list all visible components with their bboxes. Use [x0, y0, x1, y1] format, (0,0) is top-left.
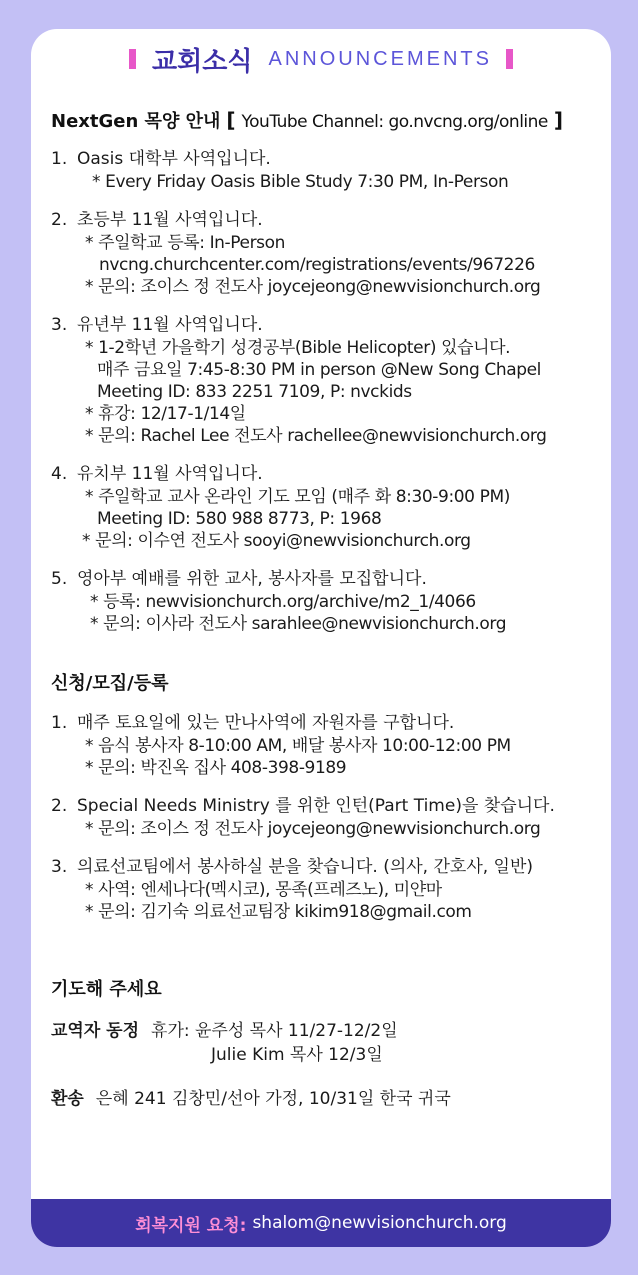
- recruit-title: 신청/모집/등록: [51, 673, 169, 694]
- item-number: 1.: [51, 149, 68, 169]
- item-line: * 문의: Rachel Lee 전도사 rachellee@newvisionchurch.org: [85, 426, 547, 446]
- nextgen-item-4: [51, 462, 601, 552]
- item-line: * 음식 봉사자 8-10:00 AM, 배달 봉사자 10:00-12:00 PM: [85, 736, 511, 756]
- nextgen-item-3: [51, 313, 601, 447]
- youtube-link[interactable]: YouTube Channel: go.nvcng.org/online: [241, 112, 548, 132]
- item-number: 3.: [51, 315, 68, 335]
- item-number: 2.: [51, 210, 68, 230]
- item-line: * 1-2학년 가을학기 성경공부(Bible Helicopter) 있습니다.: [85, 338, 511, 358]
- item-title: Special Needs Ministry 를 위한 인턴(Part Time)을 찾습니다.: [77, 796, 555, 816]
- item-line: * 문의: 조이스 정 전도사 joycejeong@newvisionchurch.org: [85, 819, 541, 839]
- nextgen-heading: NextGen 목양 안내: [51, 111, 221, 132]
- item-title: 영아부 예배를 위한 교사, 봉사자를 모집합니다.: [77, 569, 427, 589]
- item-line: * Every Friday Oasis Bible Study 7:30 PM, In-Person: [92, 172, 509, 192]
- item-line: Meeting ID: 580 988 8773, P: 1968: [97, 509, 382, 529]
- announcement-card: [31, 29, 611, 1247]
- item-line: * 문의: 이사라 전도사 sarahlee@newvisionchurch.org: [90, 614, 507, 634]
- item-line: * 등록: newvisionchurch.org/archive/m2_1/4066: [90, 592, 476, 612]
- prayer-title: 기도해 주세요: [51, 979, 162, 1000]
- left-accent-bar: [129, 49, 136, 69]
- item-number: 4.: [51, 464, 68, 484]
- prayer-section: [51, 975, 601, 1111]
- item-line: * 사역: 엔세나다(멕시코), 몽족(프레즈노), 미얀마: [85, 880, 442, 900]
- right-accent-bar: [506, 49, 513, 69]
- header: [31, 39, 611, 79]
- nextgen-item-5: [51, 567, 601, 635]
- nextgen-title: [51, 107, 601, 133]
- item-title: 유년부 11월 사역입니다.: [77, 315, 263, 335]
- nextgen-item-1: [51, 147, 601, 193]
- registration-link[interactable]: nvcng.churchcenter.com/registrations/events/967226: [99, 255, 535, 275]
- farewell: [51, 1087, 601, 1111]
- footer-label: 회복지원 요청:: [135, 1215, 247, 1236]
- item-title: 초등부 11월 사역입니다.: [77, 210, 263, 230]
- item-line: * 문의: 박진옥 집사 408-398-9189: [85, 758, 347, 778]
- footer-email[interactable]: shalom@newvisionchurch.org: [252, 1213, 507, 1233]
- content: [51, 107, 601, 1111]
- item-line: * 주일학교 등록: In-Person: [85, 233, 286, 253]
- bracket-open: [: [226, 108, 236, 132]
- item-title: 유치부 11월 사역입니다.: [77, 464, 263, 484]
- item-title: Oasis 대학부 사역입니다.: [77, 149, 271, 169]
- title-english: ANNOUNCEMENTS: [268, 47, 492, 70]
- staff-label: 교역자 동정: [51, 1021, 140, 1041]
- item-line: * 문의: 조이스 정 전도사 joycejeong@newvisionchurch.org: [85, 277, 541, 297]
- farewell-label: 환송: [51, 1089, 84, 1109]
- staff-news: [51, 1019, 601, 1067]
- recruit-item-2: [51, 794, 601, 840]
- title-korean: 교회소식: [152, 46, 253, 77]
- nextgen-section: [51, 107, 601, 635]
- recruit-item-1: [51, 711, 601, 779]
- item-number: 5.: [51, 569, 68, 589]
- item-line: Meeting ID: 833 2251 7109, P: nvckids: [97, 382, 412, 402]
- item-line: 매주 금요일 7:45-8:30 PM in person @New Song Chapel: [97, 360, 541, 380]
- item-line: * 문의: 이수연 전도사 sooyi@newvisionchurch.org: [82, 531, 471, 551]
- staff-line-1: 휴가: 윤주성 목사 11/27-12/2일: [151, 1021, 398, 1041]
- item-title: 매주 토요일에 있는 만나사역에 자원자를 구합니다.: [77, 713, 455, 733]
- item-number: 2.: [51, 796, 68, 816]
- recruit-section: [51, 669, 601, 923]
- recruit-item-3: [51, 855, 601, 923]
- nextgen-item-2: [51, 208, 601, 298]
- footer: [31, 1199, 611, 1247]
- item-line: * 문의: 김기숙 의료선교팀장 kikim918@gmail.com: [85, 902, 472, 922]
- item-number: 1.: [51, 713, 68, 733]
- item-line: * 주일학교 교사 온라인 기도 모임 (매주 화 8:30-9:00 PM): [85, 487, 510, 507]
- item-title: 의료선교팀에서 봉사하실 분을 찾습니다. (의사, 간호사, 일반): [77, 857, 534, 877]
- bracket-close: ]: [553, 108, 564, 132]
- staff-line-2: Julie Kim 목사 12/3일: [211, 1045, 383, 1065]
- item-line: * 휴강: 12/17-1/14일: [85, 404, 246, 424]
- farewell-text: 은혜 241 김창민/선아 가정, 10/31일 한국 귀국: [95, 1089, 451, 1109]
- item-number: 3.: [51, 857, 68, 877]
